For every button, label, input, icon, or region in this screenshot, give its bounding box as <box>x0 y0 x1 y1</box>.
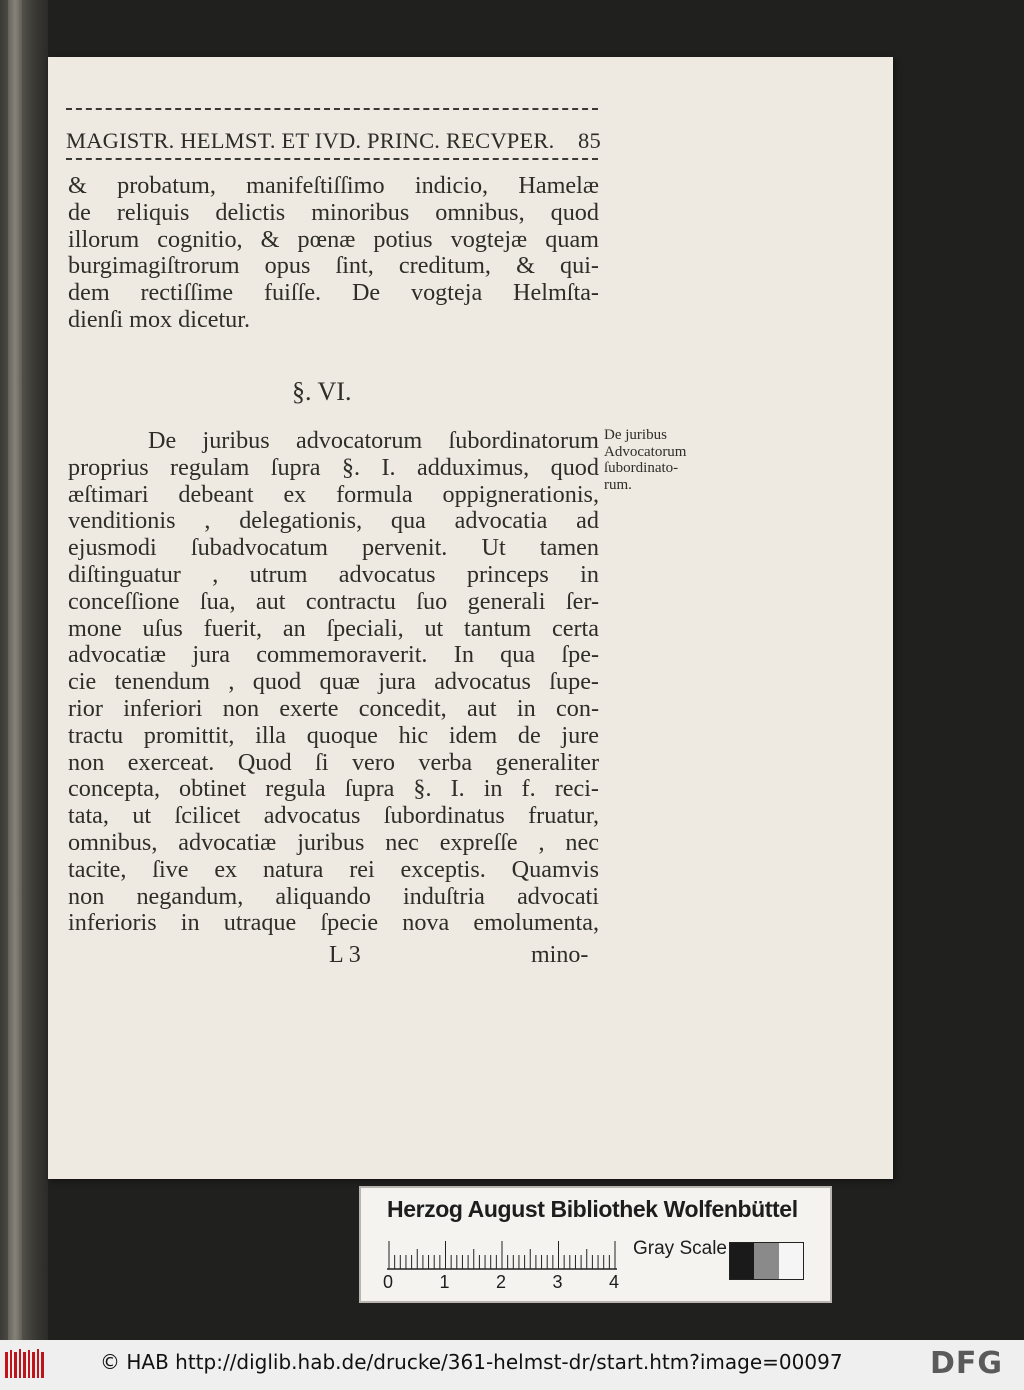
ruler-label: 3 <box>552 1272 563 1292</box>
gray-swatch <box>754 1243 778 1279</box>
header-rule-bottom <box>66 158 598 160</box>
text-line: de reliquis delictis minoribus omnibus, quod <box>68 198 599 226</box>
ruler-label: 1 <box>439 1272 450 1292</box>
marginal-note-line: De juribus <box>604 427 667 443</box>
text-line: omnibus, advocatiæ juribus nec expreſſe , nec <box>68 828 599 856</box>
text-line: cie tenendum , quod quæ jura advocatus ſupe- <box>68 668 599 696</box>
text-line: tata, ut ſcilicet advocatus ſubordinatus fruatur, <box>68 802 599 830</box>
paragraph-1 <box>68 173 599 307</box>
section-heading: §. VI. <box>292 377 352 406</box>
text-line: tractu promittit, illa quoque hic idem de jure <box>68 721 599 749</box>
text-line: advocatiæ jura commemoraverit. In qua ſpe- <box>68 641 599 669</box>
marginal-note-line: ſubordinato- <box>604 460 679 476</box>
marginal-note <box>604 427 724 493</box>
library-label-card <box>359 1186 832 1303</box>
text-line: conceſſione ſua, aut contractu ſuo generali ſer- <box>68 587 599 615</box>
ruler-label: 0 <box>383 1272 394 1292</box>
library-name: Herzog August Bibliothek Wolfenbüttel <box>387 1196 798 1222</box>
ruler-label: 4 <box>609 1272 620 1292</box>
text-line: inferioris in utraque ſpecie nova emolumenta, <box>68 909 599 937</box>
binding-strip <box>8 0 22 1340</box>
ruler-label: 2 <box>496 1272 507 1292</box>
gray-scale-swatches <box>729 1242 804 1280</box>
signature-mark: L 3 <box>329 942 361 968</box>
text-line: non exerceat. Quod ſi vero verba generaliter <box>68 748 599 776</box>
text-line: De juribus advocatorum ſubordinatorum <box>148 427 599 454</box>
header-rule-top <box>66 108 598 110</box>
paragraph-1-last-line: dienſi mox dicetur. <box>68 306 251 333</box>
paragraph-2 <box>68 428 599 937</box>
text-line: burgimagiſtrorum opus ſint, creditum, & qui- <box>68 252 599 280</box>
dfg-logo-icon: DFG <box>930 1346 1004 1381</box>
gray-swatch <box>779 1243 803 1279</box>
text-line: dem rectiſſime fuiſſe. De vogteja Helmſta- <box>68 279 599 307</box>
gray-swatch <box>730 1243 754 1279</box>
ruler-scale <box>387 1240 617 1270</box>
page-number: 85 <box>578 128 601 153</box>
text-line: concepta, obtinet regula ſupra §. I. in f. reci- <box>68 775 599 803</box>
running-title: MAGISTR. HELMST. ET IVD. PRINC. RECVPER. <box>66 128 555 153</box>
library-logo-icon <box>4 1348 46 1380</box>
text-line: venditionis , delegationis, qua advocatia ad <box>68 507 599 535</box>
gray-scale-label: Gray Scale <box>633 1238 727 1259</box>
text-line: diſtinguatur , utrum advocatus princeps in <box>68 560 599 588</box>
text-line: illorum cognitio, & pœnæ potius vogtejæ quam <box>68 225 599 253</box>
text-line: proprius regulam ſupra §. I. adduximus, quod <box>68 453 599 481</box>
marginal-note-line: rum. <box>604 476 632 493</box>
text-line: non negandum, aliquando induſtria advocati <box>68 882 599 910</box>
text-line: ejusmodi ſubadvocatum pervenit. Ut tamen <box>68 534 599 562</box>
footer-url[interactable]: © HAB http://diglib.hab.de/drucke/361-helmst-dr/start.htm?image=00097 <box>100 1350 843 1374</box>
footer-bar <box>0 1340 1024 1390</box>
text-line: rior inferiori non exerte concedit, aut in con- <box>68 694 599 722</box>
text-line: æſtimari debeant ex formula oppignerationis, <box>68 480 599 508</box>
text-line: tacite, ſive ex natura rei exceptis. Quamvis <box>68 855 599 883</box>
text-line: & probatum, manifeſtiſſimo indicio, Hamelæ <box>68 172 599 199</box>
text-line: mone uſus fuerit, an ſpeciali, ut tantum certa <box>68 614 599 642</box>
marginal-note-line: Advocatorum <box>604 443 687 460</box>
catchword: mino- <box>531 942 589 968</box>
